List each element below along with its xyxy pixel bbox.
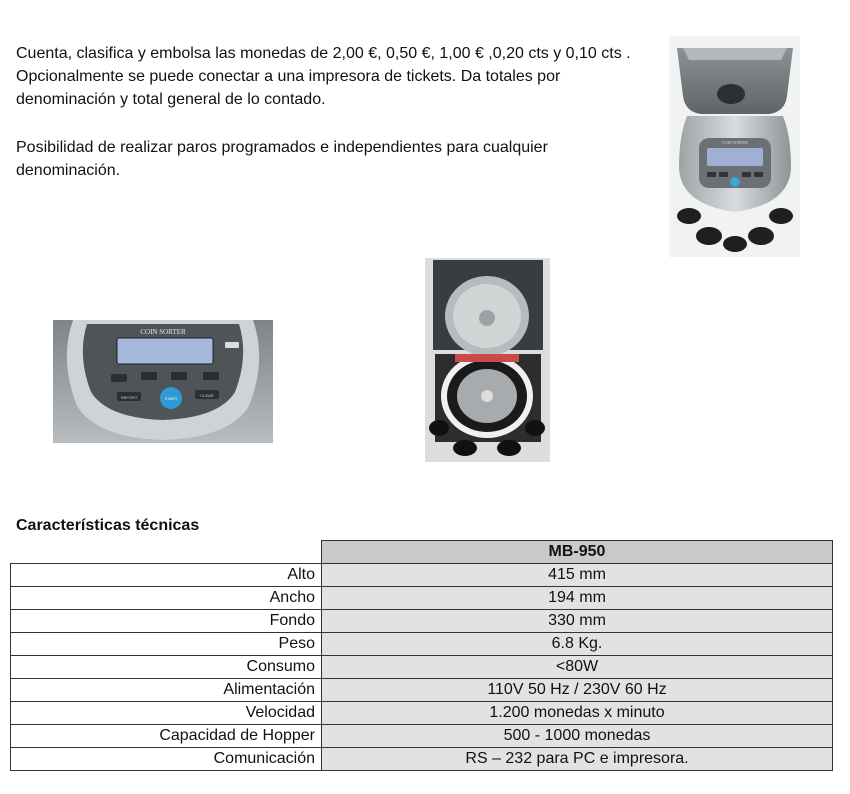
description-paragraph-2: Posibilidad de realizar paros programados e independientes para cualquier denominación. [16, 139, 548, 179]
table-row [11, 587, 833, 610]
spec-model-header: MB-950 [322, 541, 833, 564]
control-panel-illustration [53, 320, 273, 443]
spec-label: Fondo [11, 610, 322, 633]
spec-label: Alimentación [11, 679, 322, 702]
panel-photo-label: COIN SORTER [140, 328, 186, 336]
open-mechanism-illustration [425, 258, 550, 462]
spec-value: 6.8 Kg. [322, 633, 833, 656]
table-row [11, 610, 833, 633]
spec-value: 1.200 monedas x minuto [322, 702, 833, 725]
control-panel-photo [53, 320, 273, 443]
coin-sorter-photo [669, 36, 800, 257]
start-button-label: START [164, 396, 178, 401]
spec-header-row [11, 541, 833, 564]
spec-value: 194 mm [322, 587, 833, 610]
spec-value: <80W [322, 656, 833, 679]
spec-label: Ancho [11, 587, 322, 610]
spec-table [10, 540, 833, 771]
table-row [11, 633, 833, 656]
coin-sorter-illustration [669, 36, 800, 257]
open-mechanism-photo [425, 258, 550, 462]
spec-value: 500 - 1000 monedas [322, 725, 833, 748]
table-row [11, 702, 833, 725]
spec-value: 330 mm [322, 610, 833, 633]
spec-heading: Características técnicas [16, 517, 200, 534]
spec-label: Alto [11, 564, 322, 587]
report-button-label: REPORT [120, 395, 138, 400]
clear-button-label: CLEAR [200, 393, 214, 398]
spec-label: Consumo [11, 656, 322, 679]
table-row [11, 656, 833, 679]
spec-label: Peso [11, 633, 322, 656]
table-row [11, 725, 833, 748]
spec-header-blank [11, 541, 322, 564]
spec-label: Velocidad [11, 702, 322, 725]
spec-value: 415 mm [322, 564, 833, 587]
table-row [11, 679, 833, 702]
top-photo-label: COIN SORTER [722, 140, 748, 145]
table-row [11, 748, 833, 771]
spec-label: Capacidad de Hopper [11, 725, 322, 748]
spec-label: Comunicación [11, 748, 322, 771]
spec-value: RS – 232 para PC e impresora. [322, 748, 833, 771]
spec-value: 110V 50 Hz / 230V 60 Hz [322, 679, 833, 702]
table-row [11, 564, 833, 587]
description-paragraph-1: Cuenta, clasifica y embolsa las monedas de 2,00 €, 0,50 €, 1,00 € ,0,20 cts y 0,10 cts . Opcionalmente se puede conectar a una impresora de tickets. Da totales por denominación y total general de lo contado. [16, 45, 631, 108]
